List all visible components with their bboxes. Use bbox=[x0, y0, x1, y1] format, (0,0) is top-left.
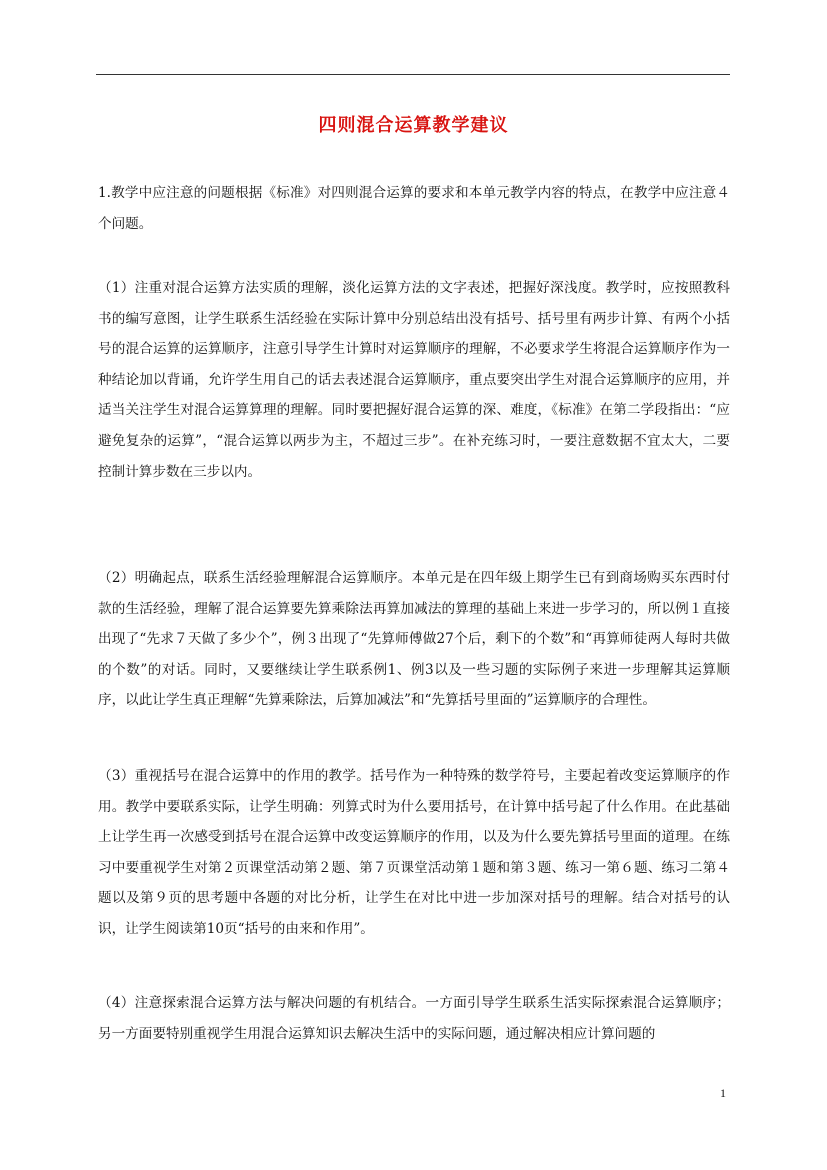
paragraph-point-4: （4）注意探索混合运算方法与解决问题的有机结合。一方面引导学生联系生活实际探索混合运算顺序；另一方面要特别重视学生用混合运算知识去解决生活中的实际问题，通过解决相应计算问题的 bbox=[98, 995, 730, 1042]
paragraph-intro: 1.教学中应注意的问题根据《标准》对四则混合运算的要求和本单元教学内容的特点，在教学中应注意４个问题。 bbox=[98, 185, 730, 232]
paragraph-point-3: （3）重视括号在混合运算中的作用的教学。括号作为一种特殊的数学符号，主要起着改变运算顺序的作用。教学中要联系实际，让学生明确：列算式时为什么要用括号，在计算中括号起了什么作用。在此基础上让学生再一次感受到括号在混合运算中改变运算顺序的作用，以及为什么要先算括号里面的道理。在练习中要重视学生对第２页课堂活动第２题、第７页课堂活动第１题和第３题、练习一第６题、练习二第４题以及第９页的思考题中各题的对比分析，让学生在对比中进一步加深对括号的理解。结合对括号的认识，让学生阅读第10页“括号的由来和作用”。 bbox=[98, 768, 730, 937]
paragraph-point-2: （2）明确起点，联系生活经验理解混合运算顺序。本单元是在四年级上期学生已有到商场购买东西时付款的生活经验，理解了混合运算要先算乘除法再算加减法的算理的基础上来进一步学习的，所以例１直接出现了“先求７天做了多少个”，例３出现了“先算师傅做27个后，剩下的个数”和“再算师徒两人每时共做的个数”的对话。同时，又要继续让学生联系例1、例3以及一些习题的实际例子来进一步理解其运算顺序，以此让学生真正理解“先算乘除法，后算加减法”和“先算括号里面的”运算顺序的合理性。 bbox=[98, 570, 730, 709]
document-title: 四则混合运算教学建议 bbox=[318, 115, 509, 136]
page-number: 1 bbox=[720, 1086, 726, 1100]
header-rule bbox=[96, 74, 730, 75]
paragraph-point-1: （1）注重对混合运算方法实质的理解，淡化运算方法的文字表述，把握好深浅度。教学时，应按照教科书的编写意图，让学生联系生活经验在实际计算中分别总结出没有括号、括号里有两步计算、有两个小括号的混合运算的运算顺序，注意引导学生计算时对运算顺序的理解，不必要求学生将混合运算顺序作为一种结论加以背诵，允许学生用自己的话去表述混合运算顺序，重点要突出学生对混合运算顺序的应用，并适当关注学生对混合运算算理的理解。同时要把握好混合运算的深、难度，《标准》在第二学段指出：“应避免复杂的运算”，“混合运算以两步为主，不超过三步”。在补充练习时，一要注意数据不宜太大，二要控制计算步数在三步以内。 bbox=[98, 280, 730, 480]
